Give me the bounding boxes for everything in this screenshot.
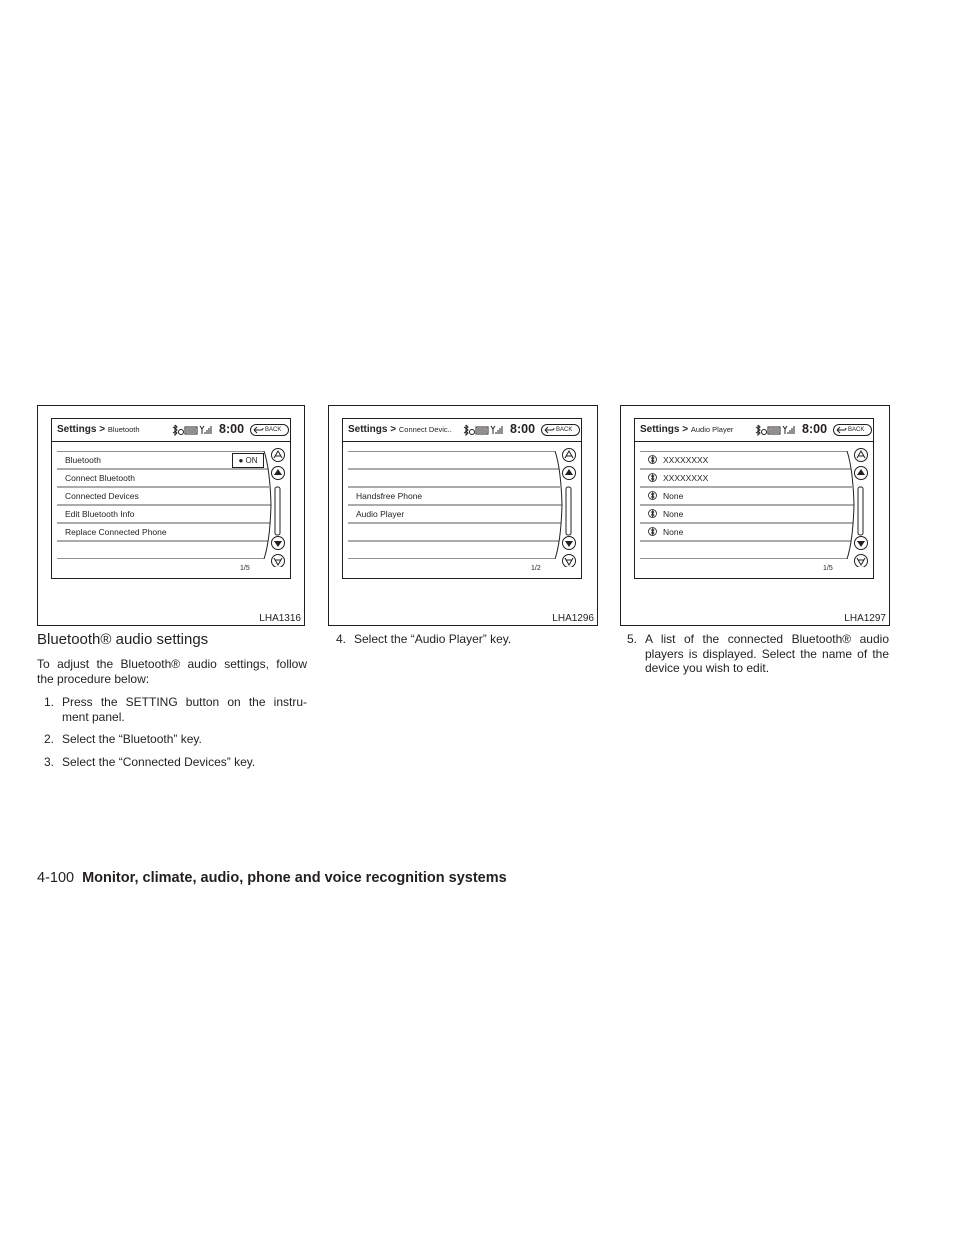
list-item-handsfree-phone[interactable]: Handsfree Phone (356, 491, 423, 501)
bluetooth-on-toggle[interactable]: ● ON (232, 453, 264, 468)
menu-list (57, 451, 275, 559)
list-item-bluetooth[interactable]: Bluetooth (65, 455, 101, 465)
page-indicator: 1/5 (823, 565, 833, 572)
screen-header (52, 419, 290, 442)
page-number: 4-100 (37, 870, 75, 886)
list-item-audio-player[interactable]: Audio Player (356, 509, 405, 519)
status-icons (462, 424, 504, 436)
page-indicator: 1/5 (240, 565, 250, 572)
breadcrumb-sub: Audio Player (690, 425, 734, 434)
menu-list (640, 451, 858, 559)
back-button[interactable]: BACK (250, 424, 289, 436)
list-item-device[interactable]: None (648, 523, 683, 541)
bluetooth-icon (648, 454, 657, 465)
figure-code: LHA1296 (552, 613, 594, 624)
breadcrumb-main: Settings > (348, 424, 397, 435)
status-icons (171, 424, 213, 436)
section-heading: Bluetooth® audio settings (37, 631, 209, 648)
chapter-title: Monitor, climate, audio, phone and voice recognition systems (82, 870, 507, 886)
status-icons (754, 424, 796, 436)
list-item-connected-devices[interactable]: Connected Devices (65, 491, 139, 501)
list-item-connect-bluetooth[interactable]: Connect Bluetooth (65, 473, 135, 483)
clock: 8:00 (219, 422, 245, 436)
clock: 8:00 (802, 422, 828, 436)
breadcrumb-sub: Bluetooth (107, 425, 140, 434)
bluetooth-icon (648, 526, 657, 537)
breadcrumb-main: Settings > (57, 424, 106, 435)
menu-list (348, 451, 566, 559)
list-item-replace-connected-phone[interactable]: Replace Connected Phone (65, 527, 167, 537)
back-button[interactable]: BACK (541, 424, 580, 436)
scroll-controls[interactable] (851, 447, 871, 567)
back-arrow-icon (253, 426, 264, 434)
list-item-device[interactable]: XXXXXXXX (648, 451, 708, 469)
breadcrumb-sub: Connect Devic.. (398, 425, 452, 434)
figure-code: LHA1297 (844, 613, 886, 624)
display-screen (51, 418, 291, 579)
scroll-controls[interactable] (559, 447, 579, 567)
back-button[interactable]: BACK (833, 424, 872, 436)
page-indicator: 1/2 (531, 565, 541, 572)
breadcrumb (57, 424, 140, 435)
list-item-edit-bluetooth-info[interactable]: Edit Bluetooth Info (65, 509, 135, 519)
bluetooth-icon (648, 472, 657, 483)
back-arrow-icon (836, 426, 847, 434)
intro-text: To adjust the Bluetooth® audio settings, follow the procedure below: (37, 657, 307, 686)
figure-bluetooth-settings (37, 405, 305, 626)
bluetooth-icon (648, 490, 657, 501)
screen-header (635, 419, 873, 442)
list-item-device[interactable]: XXXXXXXX (648, 469, 708, 487)
figure-code: LHA1316 (259, 613, 301, 624)
display-screen (634, 418, 874, 579)
scroll-controls[interactable] (268, 447, 288, 567)
list-item-device[interactable]: None (648, 487, 683, 505)
breadcrumb (348, 424, 452, 435)
list-item-device[interactable]: None (648, 505, 683, 523)
back-arrow-icon (544, 426, 555, 434)
page-footer (37, 870, 507, 886)
screen-header (343, 419, 581, 442)
display-screen (342, 418, 582, 579)
breadcrumb (640, 424, 733, 435)
clock: 8:00 (510, 422, 536, 436)
breadcrumb-main: Settings > (640, 424, 689, 435)
figure-audio-player-list (620, 405, 890, 626)
figure-connected-devices (328, 405, 598, 626)
bluetooth-icon (648, 508, 657, 519)
